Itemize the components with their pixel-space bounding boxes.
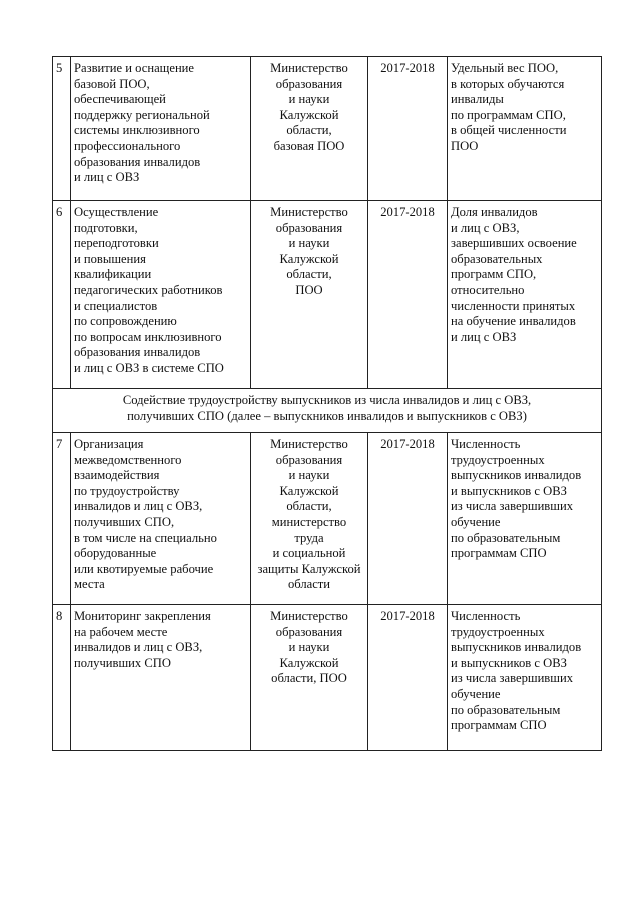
activity-cell: Мониторинг закрепления на рабочем месте инвалидов и лиц с ОВЗ, получивших СПО [71,605,251,751]
responsible-cell: Министерство образования и науки Калужской области, ПОО [251,201,368,389]
indicator-cell: Удельный вес ПОО, в которых обучаются инвалиды по программам СПО, в общей численности ПОО [448,57,602,201]
section-title: Содействие трудоустройству выпускников из числа инвалидов и лиц с ОВЗ, получивших СПО (далее – выпускников инвалидов и выпускников с ОВЗ) [53,389,602,433]
period-cell: 2017-2018 [368,605,448,751]
responsible-cell: Министерство образования и науки Калужской области, министерство труда и социальной защиты Калужской области [251,433,368,605]
indicator-cell: Численность трудоустроенных выпускников инвалидов и выпускников с ОВЗ из числа завершивших обучение по образовательным программам СПО [448,433,602,605]
row-number: 5 [53,57,71,201]
period-cell: 2017-2018 [368,433,448,605]
period-cell: 2017-2018 [368,57,448,201]
row-number: 6 [53,201,71,389]
indicator-cell: Численность трудоустроенных выпускников инвалидов и выпускников с ОВЗ из числа завершивших обучение по образовательным программам СПО [448,605,602,751]
period-cell: 2017-2018 [368,201,448,389]
indicator-cell: Доля инвалидов и лиц с ОВЗ, завершивших освоение образовательных программ СПО, относительно численности принятых на обучение инвалидов и лиц с ОВЗ [448,201,602,389]
plan-table [52,56,602,751]
activity-cell: Развитие и оснащение базовой ПОО, обеспечивающей поддержку региональной системы инклюзивного профессионального образования инвалидов и лиц с ОВЗ [71,57,251,201]
responsible-cell: Министерство образования и науки Калужской области, ПОО [251,605,368,751]
row-number: 8 [53,605,71,751]
activity-cell: Осуществление подготовки, переподготовки и повышения квалификации педагогических работников и специалистов по сопровождению по вопросам инклюзивного образования инвалидов и лиц с ОВЗ в системе СПО [71,201,251,389]
row-number: 7 [53,433,71,605]
table-row [53,201,602,389]
activity-cell: Организация межведомственного взаимодействия по трудоустройству инвалидов и лиц с ОВЗ, получивших СПО, в том числе на специально оборудованные или квотируемые рабочие места [71,433,251,605]
section-header-row [53,389,602,433]
table-row [53,433,602,605]
table-row [53,605,602,751]
responsible-cell: Министерство образования и науки Калужской области, базовая ПОО [251,57,368,201]
table-row [53,57,602,201]
